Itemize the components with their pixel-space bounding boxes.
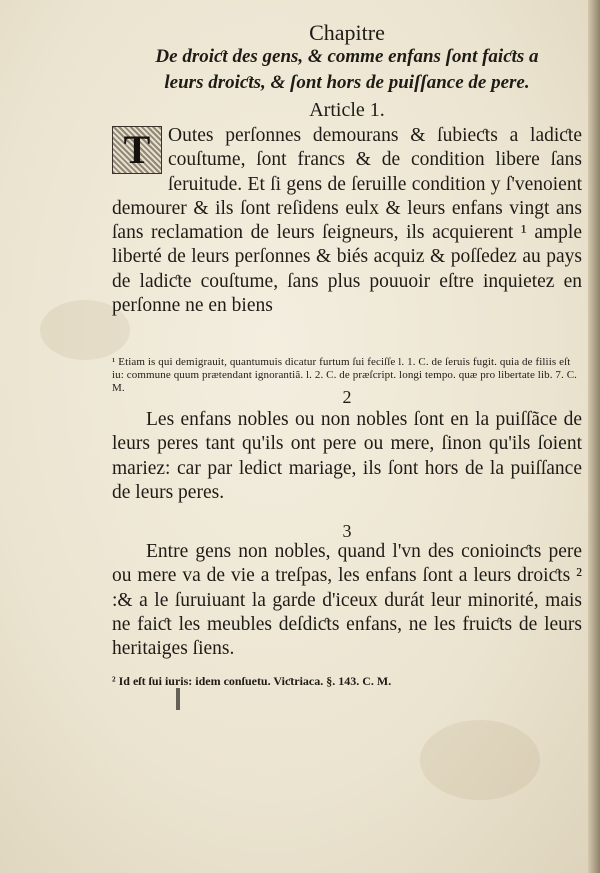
article-label: Article 1. [309, 99, 385, 121]
decorated-initial [112, 126, 162, 174]
article-1-paragraph [112, 124, 582, 318]
ink-mark [176, 688, 180, 710]
article-2-paragraph: Les enfans nobles ou non nobles ſont en la puiſſãce de leurs peres tant qu'ils ont pere ou mere, ſinon qu'ils ſoient mariez: car par ledict mariage, ils ſont hors de la puiſſance de leurs peres. [112, 409, 582, 503]
chapter-title [112, 44, 582, 96]
chapter-title-line2: leurs droiƈts, & ſont hors de puiſſance de pere. [164, 72, 530, 93]
page-edge-shadow [588, 0, 600, 873]
article-1-text: Outes perſonnes demourans & ſubieƈts a ladiƈte couſtume, ſont francs & de condition libere ſans ſeruitude. Et ſi gens de ſeruille condition y ſ'venoient demourer & ils ſont reſidens eulx & leurs enfans vingt ans ſans reclamation de leurs ſeigneurs, ils acquierent ¹ ample liberté de leurs perſonnes & biés acquiz & poſſedez au pays de ladiƈte couſtume, ſans plus pouuoir eſtre inquietez en perſonne ne en biens [112, 125, 582, 317]
dropcap-letter: T [113, 127, 161, 173]
article-2-number: 2 [342, 387, 352, 407]
chapter-title-line1: De droiƈt des gens, & comme enfans ſont faiƈts a [155, 46, 539, 67]
article-3-number: 3 [342, 521, 352, 541]
chapter-heading: Chapitre [309, 20, 385, 45]
paper-stain [420, 720, 540, 800]
footnote-1: ¹ Etiam is qui demigrauit, quantumuis dicatur furtum ſui feciſſe l. 1. C. de ſeruis fugit. quia de filiis eſt iu: commune quum prætendant ignorantiã. l. 2. C. de præſcript. longi tempo. quæ pro libertate lib. 7. C. M. [112, 356, 577, 394]
article-3-paragraph: Entre gens non nobles, quand l'vn des conioinƈts pere ou mere va de vie a treſpas, les enfans ſont a leurs droiƈts ² :& a le ſuruiuant la garde d'iceux durát leur minorité, mais ne faiƈt les meubles deſdiƈts enfans, ne les fruiƈts de leurs heritaiges ſiens. [112, 541, 582, 660]
footnote-2: ² Id eſt ſui iuris: idem conſuetu. Viƈtriaca. §. 143. C. M. [112, 674, 392, 688]
